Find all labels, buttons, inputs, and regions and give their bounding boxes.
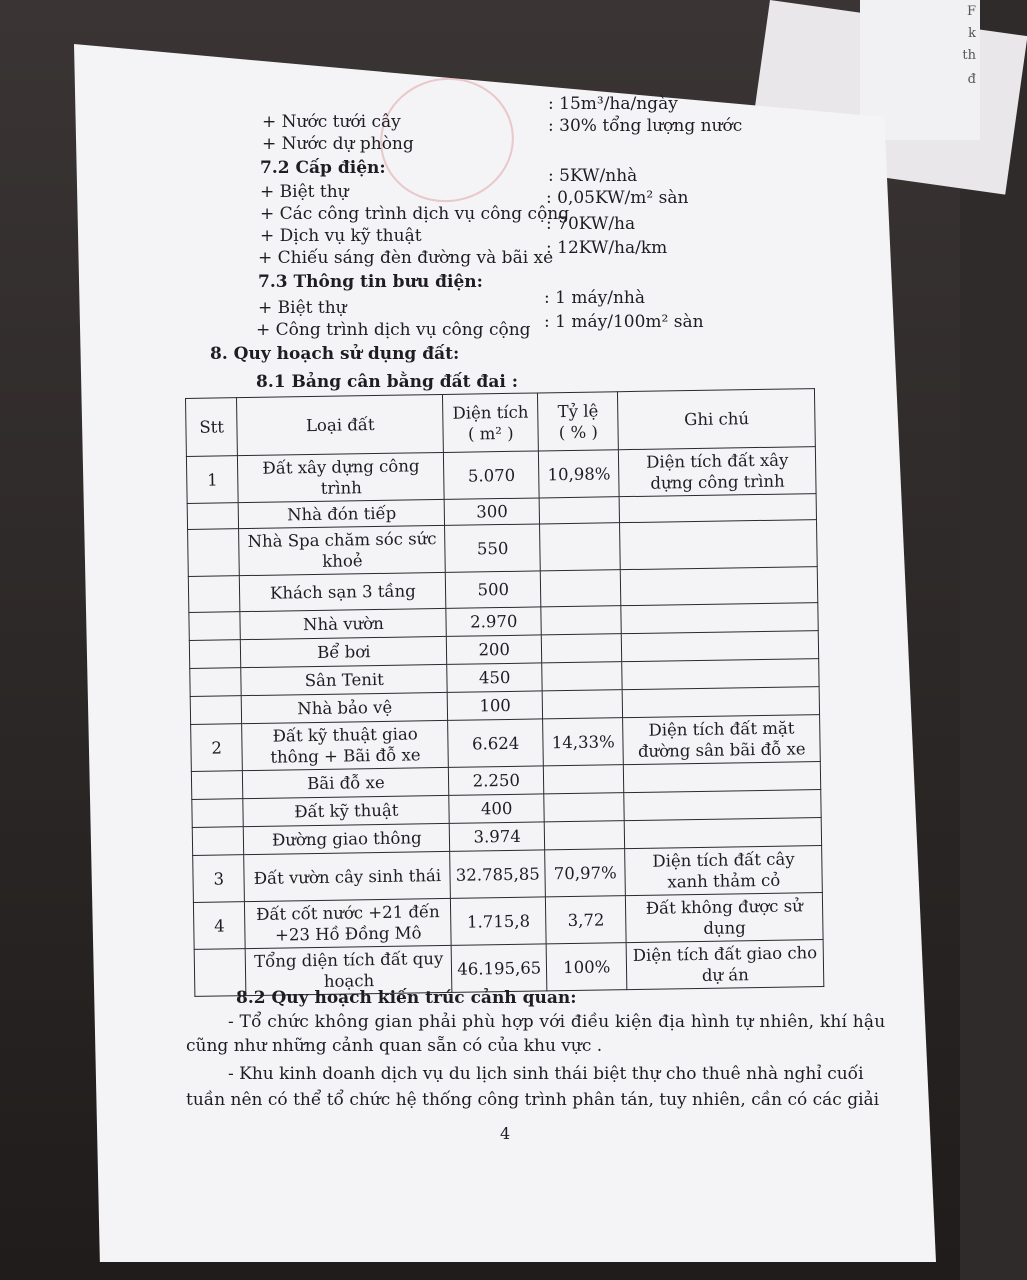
cell-area: 5.070 [444,451,540,499]
cell-pct [544,793,625,822]
cell-type: Đường giao thông [244,823,450,854]
cell-area: 200 [447,635,542,664]
cell-type: Sân Tenit [241,664,447,695]
post-value-2: : 1 máy/100m² sàn [544,312,704,332]
table-header-row [186,389,816,457]
cell-area: 300 [444,498,539,525]
cell-type: Khách sạn 3 tầng [240,572,447,611]
header-pct-label: Tỷ lệ [557,401,599,421]
post-heading: 7.3 Thông tin bưu điện: [258,272,483,292]
cell-note [620,520,817,570]
cell-note [625,818,822,849]
cell-note: Diện tích đất giao cho dự án [626,940,823,990]
cell-area: 6.624 [448,719,544,767]
cell-stt: 3 [193,855,245,903]
back-page-text: F [966,4,976,19]
cell-note: Đất không được sử dụng [626,893,823,943]
post-label-1: + Biệt thự [258,298,347,318]
water-label-2: + Nước dự phòng [262,134,414,154]
cell-note [621,567,818,606]
header-pct [538,392,619,451]
header-area [443,393,539,452]
section-8-2-heading: 8.2 Quy hoạch kiến trúc cảnh quan: [236,988,577,1008]
cell-area: 450 [447,663,542,692]
cell-area: 500 [446,571,541,608]
header-area-label: Diện tích [452,402,529,423]
cell-note [622,659,819,690]
cell-stt: 2 [191,724,243,772]
cell-area: 46.195,65 [451,944,547,992]
land-balance-table [185,388,824,997]
cell-stt [188,576,240,613]
cell-area: 400 [449,794,544,823]
cell-pct [539,497,620,524]
cell-area: 32.785,85 [450,850,546,898]
post-value-1: : 1 máy/nhà [544,288,645,308]
power-label-2: + Các công trình dịch vụ công cộng [260,204,570,224]
section-8-heading: 8. Quy hoạch sử dụng đất: [210,344,460,364]
cell-type: Tổng diện tích đất quy hoạch [246,945,453,995]
cell-stt [187,503,239,530]
header-note: Ghi chú [618,389,815,450]
cell-note [624,762,821,793]
cell-pct [543,765,624,794]
power-value-1: : 5KW/nhà [548,166,638,186]
cell-note [623,687,820,718]
cell-stt [190,696,242,725]
cell-stt: 4 [193,902,245,950]
cell-note [624,790,821,821]
cell-type: Nhà vườn [240,608,446,639]
cell-area: 100 [447,691,542,720]
cell-pct: 3,72 [546,896,627,944]
cell-type: Đất cốt nước +21 đến +23 Hồ Đồng Mô [245,898,452,948]
cell-area: 1.715,8 [451,897,547,945]
cell-stt [192,827,244,856]
cell-type: Đất kỹ thuật giao thông + Bãi đỗ xe [242,720,449,770]
cell-stt [188,529,240,577]
cell-area: 550 [445,524,541,572]
cell-note: Diện tích đất xây dựng công trình [619,447,816,497]
cell-type: Nhà Spa chăm sóc sức khoẻ [239,525,446,575]
cell-pct [540,523,621,571]
water-value-1: : 15m³/ha/ngày [548,94,678,114]
cell-stt [189,612,241,641]
table-title: 8.1 Bảng cân bằng đất đai : [256,372,518,392]
cell-type: Đất xây dựng công trình [238,452,445,502]
cell-pct: 100% [546,943,627,991]
power-value-2: : 0,05KW/m² sàn [546,188,689,208]
header-pct-unit: ( % ) [558,422,599,442]
cell-pct [544,821,625,850]
back-page-text: th [962,48,976,63]
paragraph-line-1: - Tổ chức không gian phải phù hợp với điều kiện địa hình tự nhiên, khí hậu [228,1012,886,1032]
cell-note [621,603,818,634]
table-body [186,447,823,997]
cell-note [622,631,819,662]
cell-note: Diện tích đất cây xanh thảm cỏ [625,846,822,896]
paragraph-line-3: - Khu kinh doanh dịch vụ du lịch sinh thái biệt thự cho thuê nhà nghỉ cuối [228,1064,864,1084]
page-number: 4 [500,1124,511,1143]
power-label-3: + Dịch vụ kỹ thuật [260,226,422,246]
cell-pct [540,570,621,607]
cell-area: 2.250 [449,766,544,795]
cell-type: Bể bơi [241,636,447,667]
cell-area: 3.974 [450,822,545,851]
header-area-unit: ( m² ) [467,423,514,444]
cell-area: 2.970 [446,607,541,636]
cell-stt: 1 [186,456,238,504]
cell-stt [191,771,243,800]
post-label-2: + Công trình dịch vụ công cộng [256,320,531,340]
cell-type: Đất kỹ thuật [243,795,449,826]
paragraph-line-4: tuần nên có thể tổ chức hệ thống công trình phân tán, tuy nhiên, cần có các giải [186,1090,880,1110]
power-value-3: : 70KW/ha [546,214,636,234]
power-label-4: + Chiếu sáng đèn đường và bãi xe [258,248,554,268]
cell-pct [541,606,622,635]
power-value-4: : 12KW/ha/km [546,238,668,258]
cell-type: Bãi đỗ xe [243,767,449,798]
back-page-text: k [968,26,976,41]
cell-stt [192,799,244,828]
cell-type: Nhà đón tiếp [239,499,445,528]
cell-note [619,494,816,523]
water-value-2: : 30% tổng lượng nước [548,116,743,136]
cell-type: Nhà bảo vệ [242,692,448,723]
cell-note: Diện tích đất mặt đường sân bãi đỗ xe [623,715,820,765]
header-stt: Stt [186,398,238,457]
header-type: Loại đất [237,394,444,455]
power-label-1: + Biệt thự [260,182,349,202]
water-label-1: + Nước tưới cây [262,112,401,132]
back-page-text: đ [967,72,976,87]
power-heading: 7.2 Cấp điện: [260,158,386,178]
cell-pct: 14,33% [543,718,624,766]
paragraph-line-2: cũng như những cảnh quan sẵn có của khu vực . [186,1036,603,1056]
cell-pct [542,690,623,719]
cell-pct [541,634,622,663]
cell-pct: 70,97% [545,849,626,897]
cell-stt [189,640,241,669]
cell-pct [542,662,623,691]
cell-stt [190,668,242,697]
cell-type: Đất vườn cây sinh thái [244,851,451,901]
cell-pct: 10,98% [539,450,620,498]
